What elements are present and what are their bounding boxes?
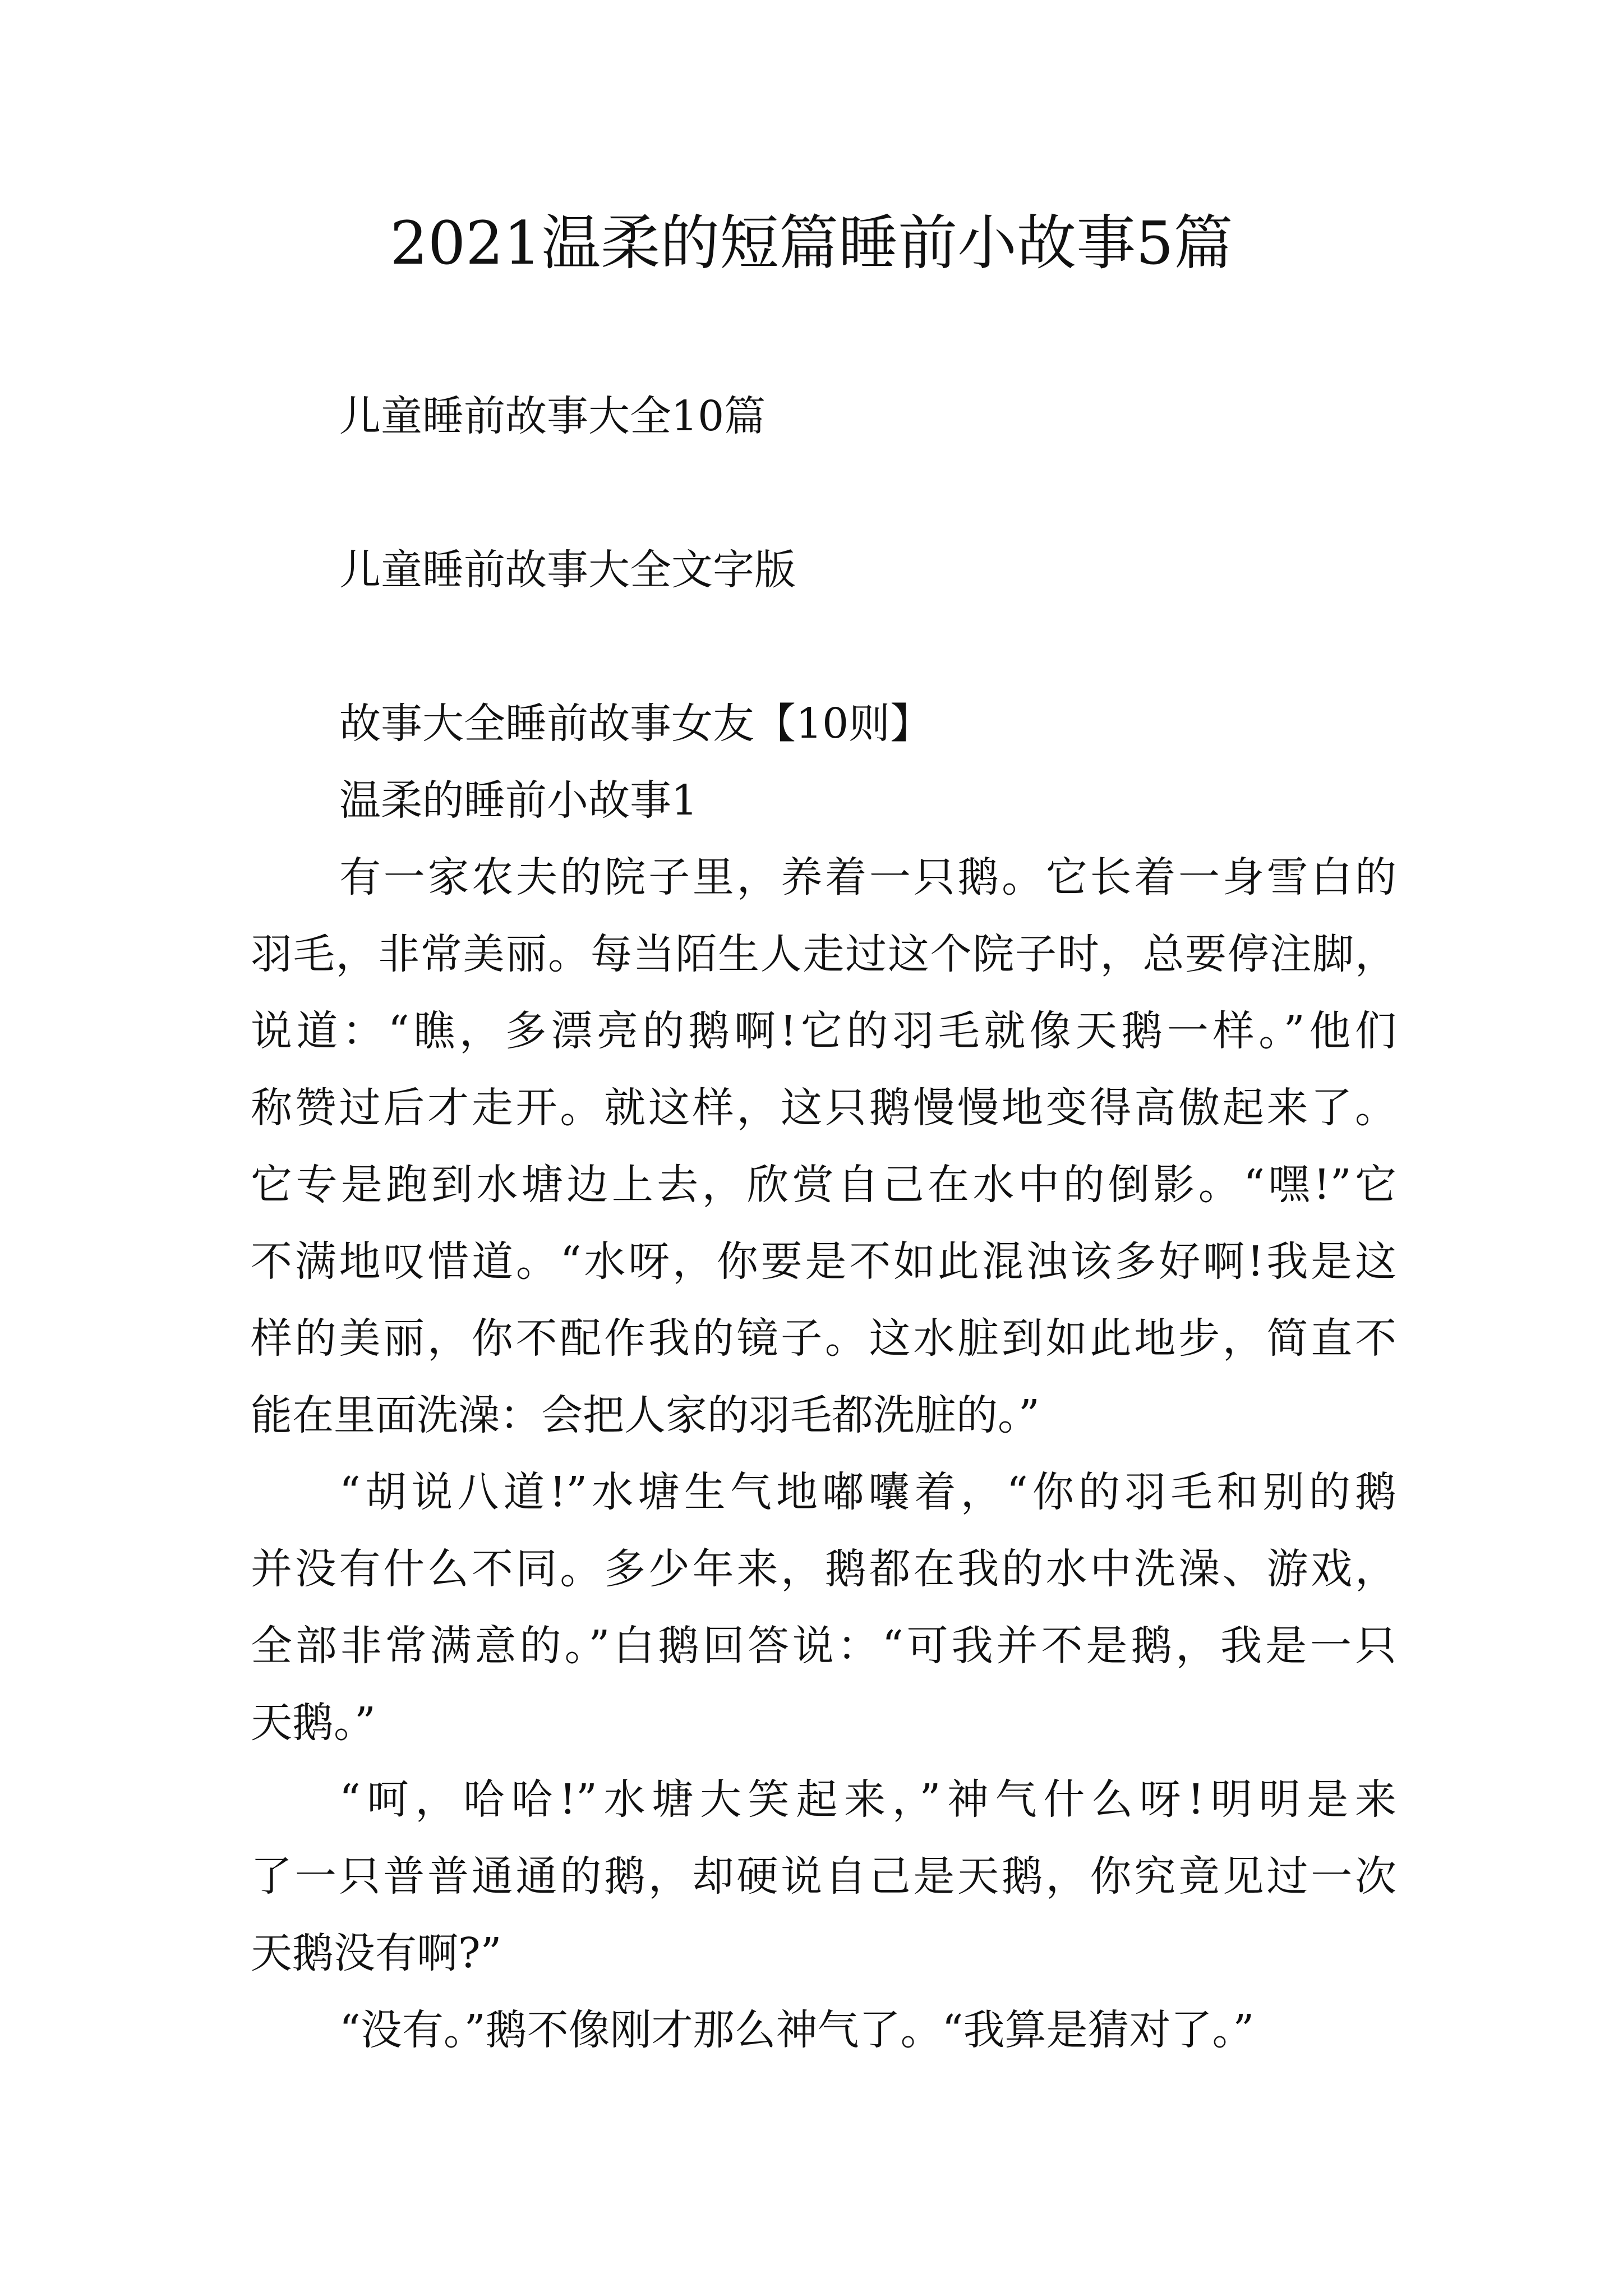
story-heading: 温柔的睡前小故事1 [339, 776, 698, 825]
paragraph [251, 1454, 1396, 1761]
document-title: 2021温柔的短篇睡前小故事5篇 [390, 209, 1233, 278]
blank-line [251, 609, 1396, 685]
text-line: 不满地叹惜道。“水呀，你要是不如此混浊该多好啊!我是这 [251, 1237, 1396, 1286]
text-line: 并没有什么不同。多少年来，鹅都在我的水中洗澡、游戏， [251, 1545, 1396, 1593]
text-line: 说道：“瞧，多漂亮的鹅啊!它的羽毛就像天鹅一样。”他们 [251, 1007, 1396, 1055]
text-line: “呵，哈哈!”水塘大笑起来，”神气什么呀!明明是来 [339, 1775, 1396, 1824]
paragraph [251, 1992, 1396, 2069]
text-line: 有一家农夫的院子里，养着一只鹅。它长着一身雪白的 [339, 853, 1396, 901]
text-line: 全部非常满意的。”白鹅回答说：“可我并不是鹅，我是一只 [251, 1622, 1396, 1670]
paragraph [251, 839, 1396, 1454]
subtitle-line: 儿童睡前故事大全10篇 [339, 392, 766, 440]
text-line: 了一只普普通通的鹅，却硬说自己是天鹅，你究竟见过一次 [251, 1852, 1396, 1901]
text-line: 羽毛，非常美丽。每当陌生人走过这个院子时，总要停注脚， [251, 930, 1396, 978]
text-line: 它专是跑到水塘边上去，欣赏自己在水中的倒影。“嘿!”它 [251, 1161, 1396, 1209]
text-line: 样的美丽，你不配作我的镜子。这水脏到如此地步，简直不 [251, 1314, 1396, 1363]
text-line: 称赞过后才走开。就这样，这只鹅慢慢地变得高傲起来了。 [251, 1084, 1396, 1132]
subtitle-line: 故事大全睡前故事女友【10则】 [339, 700, 932, 748]
blank-line [251, 455, 1396, 532]
text-line: “胡说八道!”水塘生气地嘟囔着，“你的羽毛和别的鹅 [339, 1468, 1396, 1516]
subtitle-line: 儿童睡前故事大全文字版 [339, 546, 796, 594]
text-line: 天鹅没有啊?” [251, 1929, 502, 1977]
document-body [251, 378, 1396, 2069]
text-line: 能在里面洗澡：会把人家的羽毛都洗脏的。” [251, 1391, 1040, 1439]
text-line: 天鹅。” [251, 1699, 376, 1747]
text-line: “没有。”鹅不像刚才那么神气了。“我算是猜对了。” [339, 2006, 1255, 2054]
paragraph [251, 1761, 1396, 1992]
